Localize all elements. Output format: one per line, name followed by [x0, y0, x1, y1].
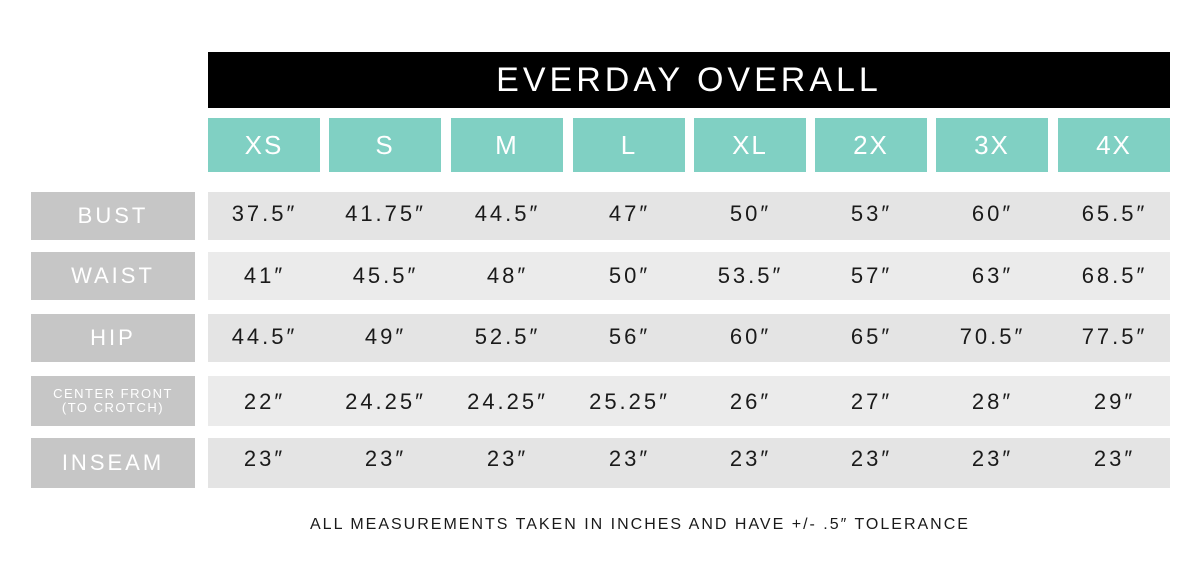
table-cell: 23″ [364, 446, 407, 471]
table-cell: 53.5″ [717, 263, 784, 288]
size-header-4x: 4X [1058, 118, 1170, 172]
table-cell: 23″ [243, 446, 286, 471]
tolerance-footnote: ALL MEASUREMENTS TAKEN IN INCHES AND HAVE +/- .5″ TOLERANCE [310, 516, 970, 533]
size-header-m: M [451, 118, 563, 172]
table-cell: 28″ [971, 389, 1014, 414]
table-cell: 45.5″ [352, 263, 419, 288]
size-header-xs: XS [208, 118, 320, 172]
chart-title: EVERDAY OVERALL [208, 52, 1170, 108]
table-cell: 23″ [608, 446, 651, 471]
row-label-inseam [31, 438, 195, 488]
table-cell: 29″ [1093, 389, 1136, 414]
table-cell: 44.5″ [231, 324, 298, 349]
row-sublabel-text: (TO CROTCH) [61, 400, 165, 415]
table-cell: 37.5″ [231, 201, 298, 226]
table-cell: 24.25″ [467, 389, 548, 414]
table-cell: 60″ [971, 201, 1014, 226]
table-cell: 23″ [1093, 446, 1136, 471]
table-cell: 65″ [850, 324, 893, 349]
row-label-text: CENTER FRONT [53, 385, 173, 401]
row-label-text: WAIST [71, 263, 155, 288]
table-cell: 41.75″ [345, 201, 426, 226]
table-cell: 25.25″ [589, 389, 670, 414]
size-header-3x: 3X [936, 118, 1048, 172]
row-label-text: INSEAM [61, 450, 165, 475]
table-cell: 77.5″ [1081, 324, 1148, 349]
table-cell: 65.5″ [1081, 201, 1148, 226]
table-cell: 44.5″ [474, 201, 541, 226]
table-cell: 57″ [850, 263, 893, 288]
table-cell: 27″ [850, 389, 893, 414]
row-label-bust [31, 192, 195, 240]
row-label-hip [31, 314, 195, 362]
table-cell: 56″ [608, 324, 651, 349]
table-cell: 23″ [850, 446, 893, 471]
table-cell: 23″ [971, 446, 1014, 471]
table-cell: 48″ [486, 263, 529, 288]
table-cell: 60″ [729, 324, 772, 349]
table-cell: 52.5″ [474, 324, 541, 349]
row-label-text: BUST [77, 203, 149, 228]
table-cell: 23″ [486, 446, 529, 471]
table-cell: 53″ [850, 201, 893, 226]
table-cell: 22″ [243, 389, 286, 414]
table-cell: 47″ [608, 201, 651, 226]
table-cell: 49″ [364, 324, 407, 349]
table-cell: 68.5″ [1081, 263, 1148, 288]
table-cell: 50″ [608, 263, 651, 288]
table-cell: 50″ [729, 201, 772, 226]
table-cell: 24.25″ [345, 389, 426, 414]
table-cell: 70.5″ [959, 324, 1026, 349]
row-label-center-front [31, 376, 195, 426]
size-header-xl: XL [694, 118, 806, 172]
size-header-l: L [573, 118, 685, 172]
row-label-text: HIP [90, 325, 136, 350]
table-cell: 63″ [971, 263, 1014, 288]
row-label-waist [31, 252, 195, 300]
size-header-2x: 2X [815, 118, 927, 172]
size-header-s: S [329, 118, 441, 172]
table-cell: 23″ [729, 446, 772, 471]
table-cell: 41″ [243, 263, 286, 288]
table-cell: 26″ [729, 389, 772, 414]
